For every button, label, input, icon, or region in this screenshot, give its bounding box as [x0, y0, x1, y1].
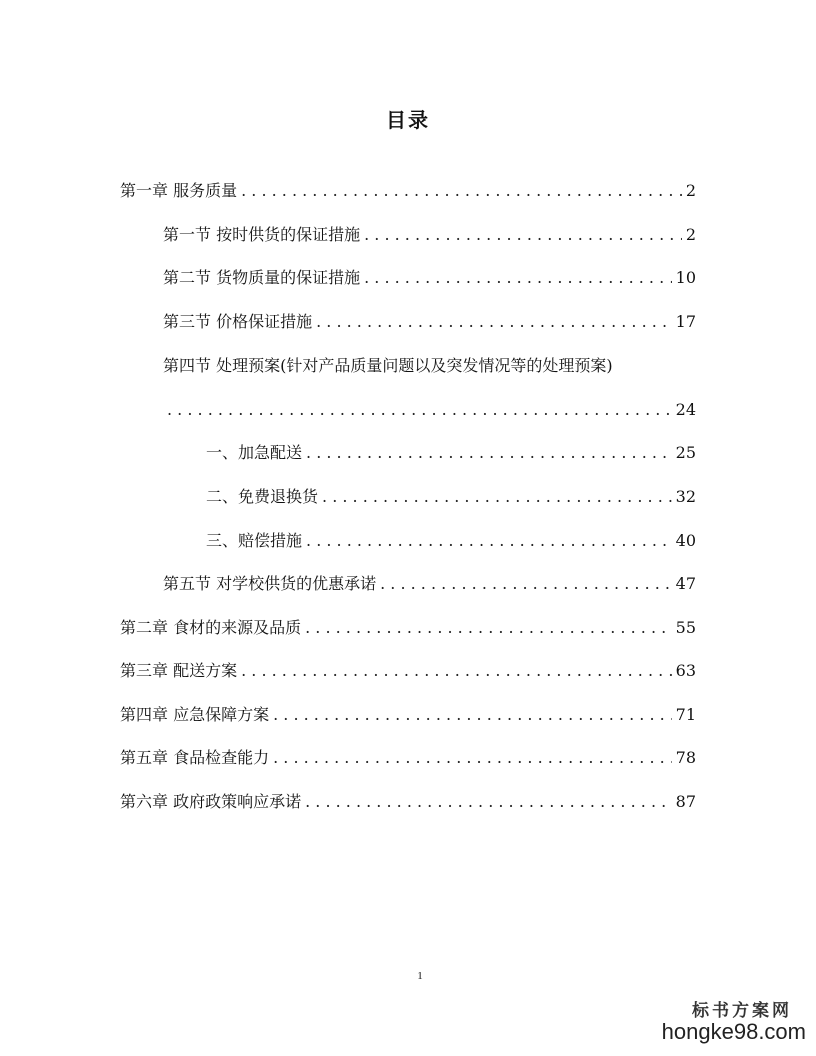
- toc-entry-page: 2: [685, 181, 696, 200]
- toc-entry-label: 第三节 价格保证措施: [163, 312, 313, 331]
- toc-entry-label: 第五章 食品检查能力: [120, 748, 270, 767]
- toc-entry-chapter-6[interactable]: [120, 789, 696, 815]
- toc-entry-page: 2: [685, 225, 696, 244]
- toc-entry-page: 40: [675, 531, 696, 550]
- page-number: 1: [417, 970, 423, 982]
- toc-entry-label: 第一节 按时供货的保证措施: [163, 225, 361, 244]
- toc-entry-page: 47: [675, 574, 696, 593]
- toc-entry-page: 17: [675, 312, 696, 331]
- toc-entry-page: 63: [675, 661, 696, 680]
- toc-entry-label: 第三章 配送方案: [120, 661, 238, 680]
- toc-leader-dots: [380, 571, 672, 597]
- toc-leader-dots: [305, 615, 672, 641]
- toc-entry-page: 10: [675, 268, 696, 287]
- toc-entry-page: 71: [675, 705, 696, 724]
- toc-entry-page: 78: [675, 748, 696, 767]
- toc-entry-label: 第四节 处理预案(针对产品质量问题以及突发情况等的处理预案): [163, 356, 613, 375]
- toc-leader-dots: [305, 789, 672, 815]
- toc-entry-label: 第二章 食材的来源及品质: [120, 618, 302, 637]
- toc-entry-chapter-4[interactable]: [120, 702, 696, 728]
- toc-entry-section-1-4[interactable]: [163, 353, 703, 379]
- watermark-line-2: hongke98.com: [661, 1019, 806, 1044]
- toc-entry-page: 24: [675, 400, 696, 419]
- toc-entry-page: 55: [675, 618, 696, 637]
- toc-entry-subsection-2[interactable]: [206, 484, 696, 510]
- toc-entry-subsection-1[interactable]: [206, 440, 696, 466]
- page-title: 目录: [386, 108, 430, 132]
- toc-leader-dots: [306, 440, 672, 466]
- toc-entry-label: 第五节 对学校供货的优惠承诺: [163, 574, 377, 593]
- toc-leader-dots: [241, 658, 672, 684]
- toc-entry-chapter-3[interactable]: [120, 658, 696, 684]
- toc-leader-dots: [322, 484, 672, 510]
- toc-entry-chapter-2[interactable]: [120, 615, 696, 641]
- toc-leader-dots: [273, 745, 672, 771]
- toc-entry-label: 一、加急配送: [206, 443, 303, 462]
- watermark-logo: [636, 996, 806, 1045]
- toc-entry-page: 32: [675, 487, 696, 506]
- toc-entry-label: 三、赔偿措施: [206, 531, 303, 550]
- toc-entry-page: 25: [675, 443, 696, 462]
- toc-entry-label: 第四章 应急保障方案: [120, 705, 270, 724]
- toc-entry-label: 第六章 政府政策响应承诺: [120, 792, 302, 811]
- toc-entry-section-1-1[interactable]: [163, 222, 696, 248]
- toc-entry-section-1-3[interactable]: [163, 309, 696, 335]
- toc-entry-section-1-5[interactable]: [163, 571, 696, 597]
- toc-leader-dots: [273, 702, 672, 728]
- toc-leader-dots: [306, 528, 672, 554]
- watermark-line-1: 标书方案网: [692, 1001, 792, 1021]
- toc-leader-dots: [364, 222, 682, 248]
- toc-leader-dots: [364, 265, 672, 291]
- toc-entry-page: 87: [675, 792, 696, 811]
- toc-entry-chapter-1[interactable]: [120, 178, 696, 204]
- toc-entry-label: 第二节 货物质量的保证措施: [163, 268, 361, 287]
- toc-entry-section-1-4-continued[interactable]: [163, 397, 696, 423]
- toc-entry-label: 第一章 服务质量: [120, 181, 238, 200]
- toc-entry-section-1-2[interactable]: [163, 265, 696, 291]
- toc-entry-label: 二、免费退换货: [206, 487, 319, 506]
- toc-entry-subsection-3[interactable]: [206, 528, 696, 554]
- toc-leader-dots: [241, 178, 682, 204]
- toc-entry-chapter-5[interactable]: [120, 745, 696, 771]
- toc-leader-dots: [316, 309, 672, 335]
- toc-leader-dots: [167, 397, 672, 423]
